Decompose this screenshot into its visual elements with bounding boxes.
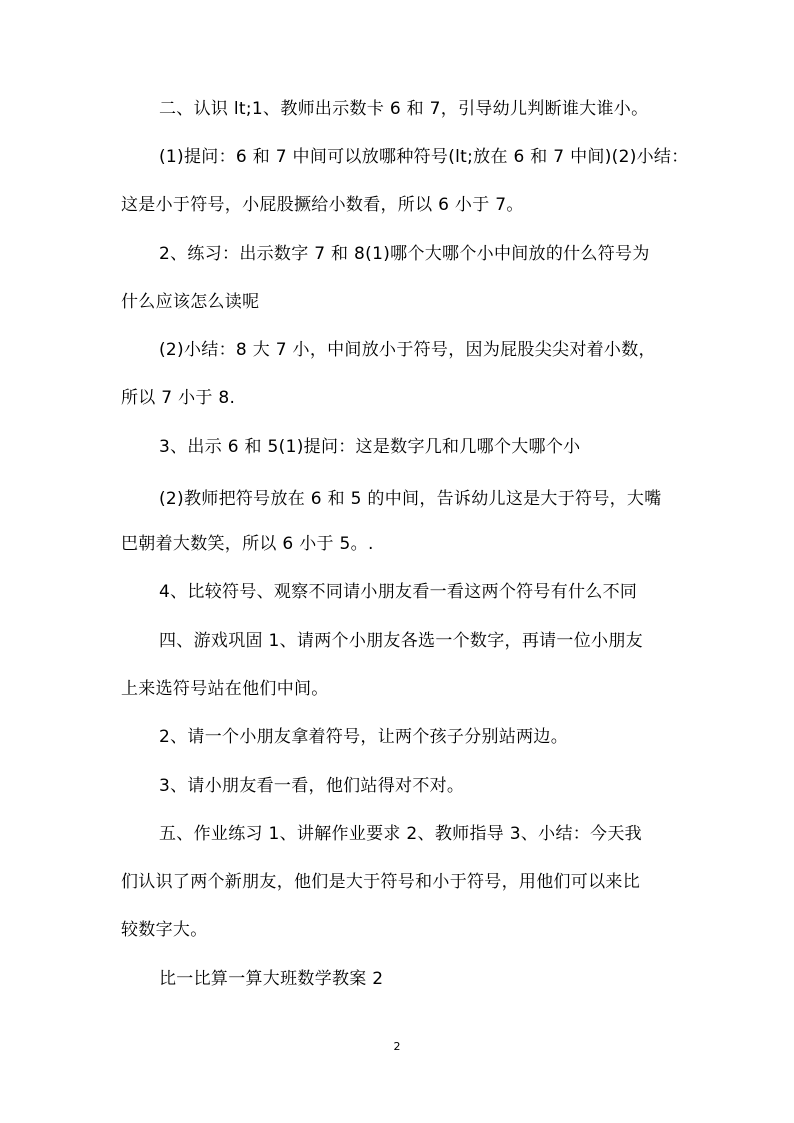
text-line-10: 巴朝着大数笑，所以 6 小于 5。. — [121, 534, 374, 554]
text-line-9: (2)教师把符号放在 6 和 5 的中间，告诉幼儿这是大于符号，大嘴 — [159, 489, 662, 509]
text-line-13: 上来选符号站在他们中间。 — [121, 679, 329, 699]
text-line-8: 3、出示 6 和 5(1)提问：这是数字几和几哪个大哪个小 — [159, 437, 581, 457]
page-number: 2 — [393, 1040, 401, 1053]
text-line-3: 这是小于符号，小屁股撅给小数看，所以 6 小于 7。 — [121, 195, 524, 215]
text-line-18: 较数字大。 — [121, 920, 208, 940]
text-line-11: 4、比较符号、观察不同请小朋友看一看这两个符号有什么不同 — [159, 582, 638, 602]
text-line-12: 四、游戏巩固 1、请两个小朋友各选一个数字，再请一位小朋友 — [159, 631, 643, 651]
text-line-5: 什么应该怎么读呢 — [121, 292, 260, 312]
text-line-2: (1)提问：6 和 7 中间可以放哪种符号(lt;放在 6 和 7 中间)(2)小结： — [159, 147, 689, 167]
text-line-14: 2、请一个小朋友拿着符号，让两个孩子分别站两边。 — [159, 727, 569, 747]
text-line-4: 2、练习：出示数字 7 和 8(1)哪个大哪个小中间放的什么符号为 — [159, 244, 650, 264]
text-line-16: 五、作业练习 1、讲解作业要求 2、教师指导 3、小结：今天我 — [159, 824, 642, 844]
text-line-15: 3、请小朋友看一看，他们站得对不对。 — [159, 776, 465, 796]
text-line-17: 们认识了两个新朋友，他们是大于符号和小于符号，用他们可以来比 — [121, 872, 640, 892]
text-line-19: 比一比算一算大班数学教案 2 — [159, 969, 384, 989]
text-line-1: 二、认识 lt;1、教师出示数卡 6 和 7，引导幼儿判断谁大谁小。 — [159, 99, 649, 119]
text-line-7: 所以 7 小于 8. — [121, 388, 236, 408]
text-line-6: (2)小结：8 大 7 小，中间放小于符号，因为屁股尖尖对着小数， — [159, 340, 656, 360]
